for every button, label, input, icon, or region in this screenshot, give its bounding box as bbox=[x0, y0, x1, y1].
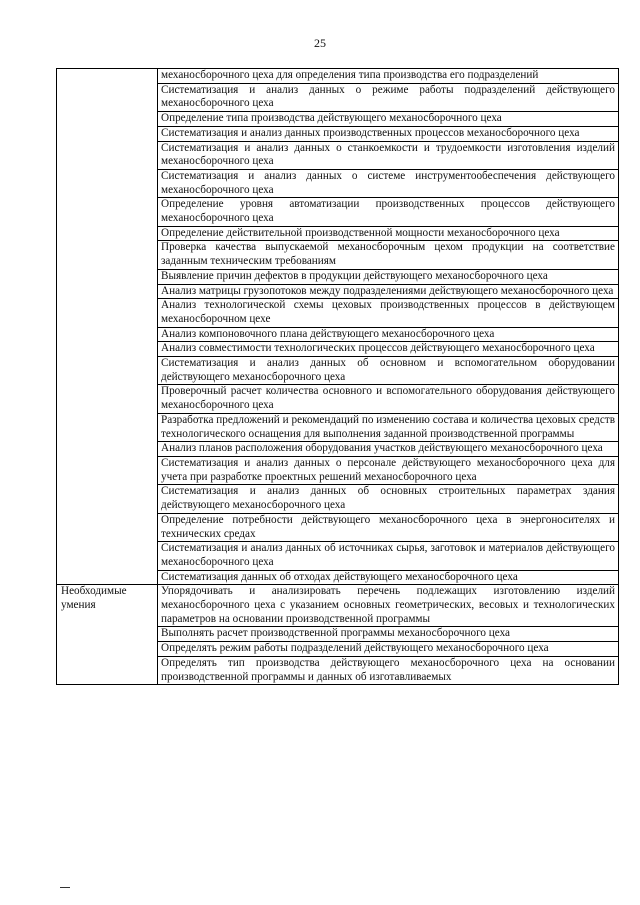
list-item: Упорядочивать и анализировать перечень подлежащих изготовлению изделий механосборочного цеха с указанием основных геометрических, весовых и технологических параметров на основании производственной программы bbox=[158, 585, 619, 627]
list-item: Разработка предложений и рекомендаций по изменению состава и количества цеховых средств технологического оснащения для выполнения заданной производственной программы bbox=[158, 413, 619, 441]
list-item: Анализ планов расположения оборудования участков действующего механосборочного цеха bbox=[158, 442, 619, 457]
list-item: Определение типа производства действующего механосборочного цеха bbox=[158, 112, 619, 127]
list-item: Систематизация и анализ данных об источниках сырья, заготовок и материалов действующего механосборочного цеха bbox=[158, 542, 619, 570]
list-item: Определение потребности действующего механосборочного цеха в энергоносителях и технических средах bbox=[158, 513, 619, 541]
page-number: 25 bbox=[314, 36, 326, 50]
list-item: Систематизация и анализ данных о системе инструментообеспечения действующего механосборочного цеха bbox=[158, 169, 619, 197]
list-item: Систематизация и анализ данных производственных процессов механосборочного цеха bbox=[158, 126, 619, 141]
list-item: Систематизация и анализ данных о персонале действующего механосборочного цеха для учета при разработке проектных решений механосборочного цеха bbox=[158, 456, 619, 484]
list-item: Систематизация данных об отходах действующего механосборочного цеха bbox=[158, 570, 619, 585]
list-item: Систематизация и анализ данных о режиме работы подразделений действующего механосборочного цеха bbox=[158, 83, 619, 111]
list-item: Выполнять расчет производственной программы механосборочного цеха bbox=[158, 627, 619, 642]
list-item: механосборочного цеха для определения типа производства его подразделений bbox=[158, 69, 619, 84]
list-item: Систематизация и анализ данных об основном и вспомогательном оборудовании действующего механосборочного цеха bbox=[158, 357, 619, 385]
empty-label-cell bbox=[57, 69, 158, 585]
list-item: Определение действительной производственной мощности механосборочного цеха bbox=[158, 226, 619, 241]
list-item: Проверка качества выпускаемой механосборочным цехом продукции на соответствие заданным техническим требованиям bbox=[158, 241, 619, 269]
list-item: Анализ матрицы грузопотоков между подразделениями действующего механосборочного цеха bbox=[158, 284, 619, 299]
list-item: Анализ технологической схемы цеховых производственных процессов в действующем механосборочном цехе bbox=[158, 299, 619, 327]
list-item: Выявление причин дефектов в продукции действующего механосборочного цеха bbox=[158, 269, 619, 284]
list-item: Проверочный расчет количества основного и вспомогательного оборудования действующего механосборочного цеха bbox=[158, 385, 619, 413]
table-row bbox=[57, 585, 619, 627]
list-item: Определять тип производства действующего механосборочного цеха на основании производственной программы и данных об изготавливаемых bbox=[158, 656, 619, 684]
list-item: Определение уровня автоматизации производственных процессов действующего механосборочного цеха bbox=[158, 198, 619, 226]
list-item: Систематизация и анализ данных о станкоемкости и трудоемкости изготовления изделий механосборочного цеха bbox=[158, 141, 619, 169]
list-item: Систематизация и анализ данных об основных строительных параметрах здания действующего механосборочного цеха bbox=[158, 485, 619, 513]
list-item: Определять режим работы подразделений действующего механосборочного цеха bbox=[158, 642, 619, 657]
list-item: Анализ совместимости технологических процессов действующего механосборочного цеха bbox=[158, 342, 619, 357]
requirements-table bbox=[56, 68, 619, 685]
list-item: Анализ компоновочного плана действующего механосборочного цеха bbox=[158, 327, 619, 342]
table-row bbox=[57, 69, 619, 84]
skills-label: Необходимые умения bbox=[57, 585, 158, 685]
footer-mark bbox=[60, 887, 70, 888]
